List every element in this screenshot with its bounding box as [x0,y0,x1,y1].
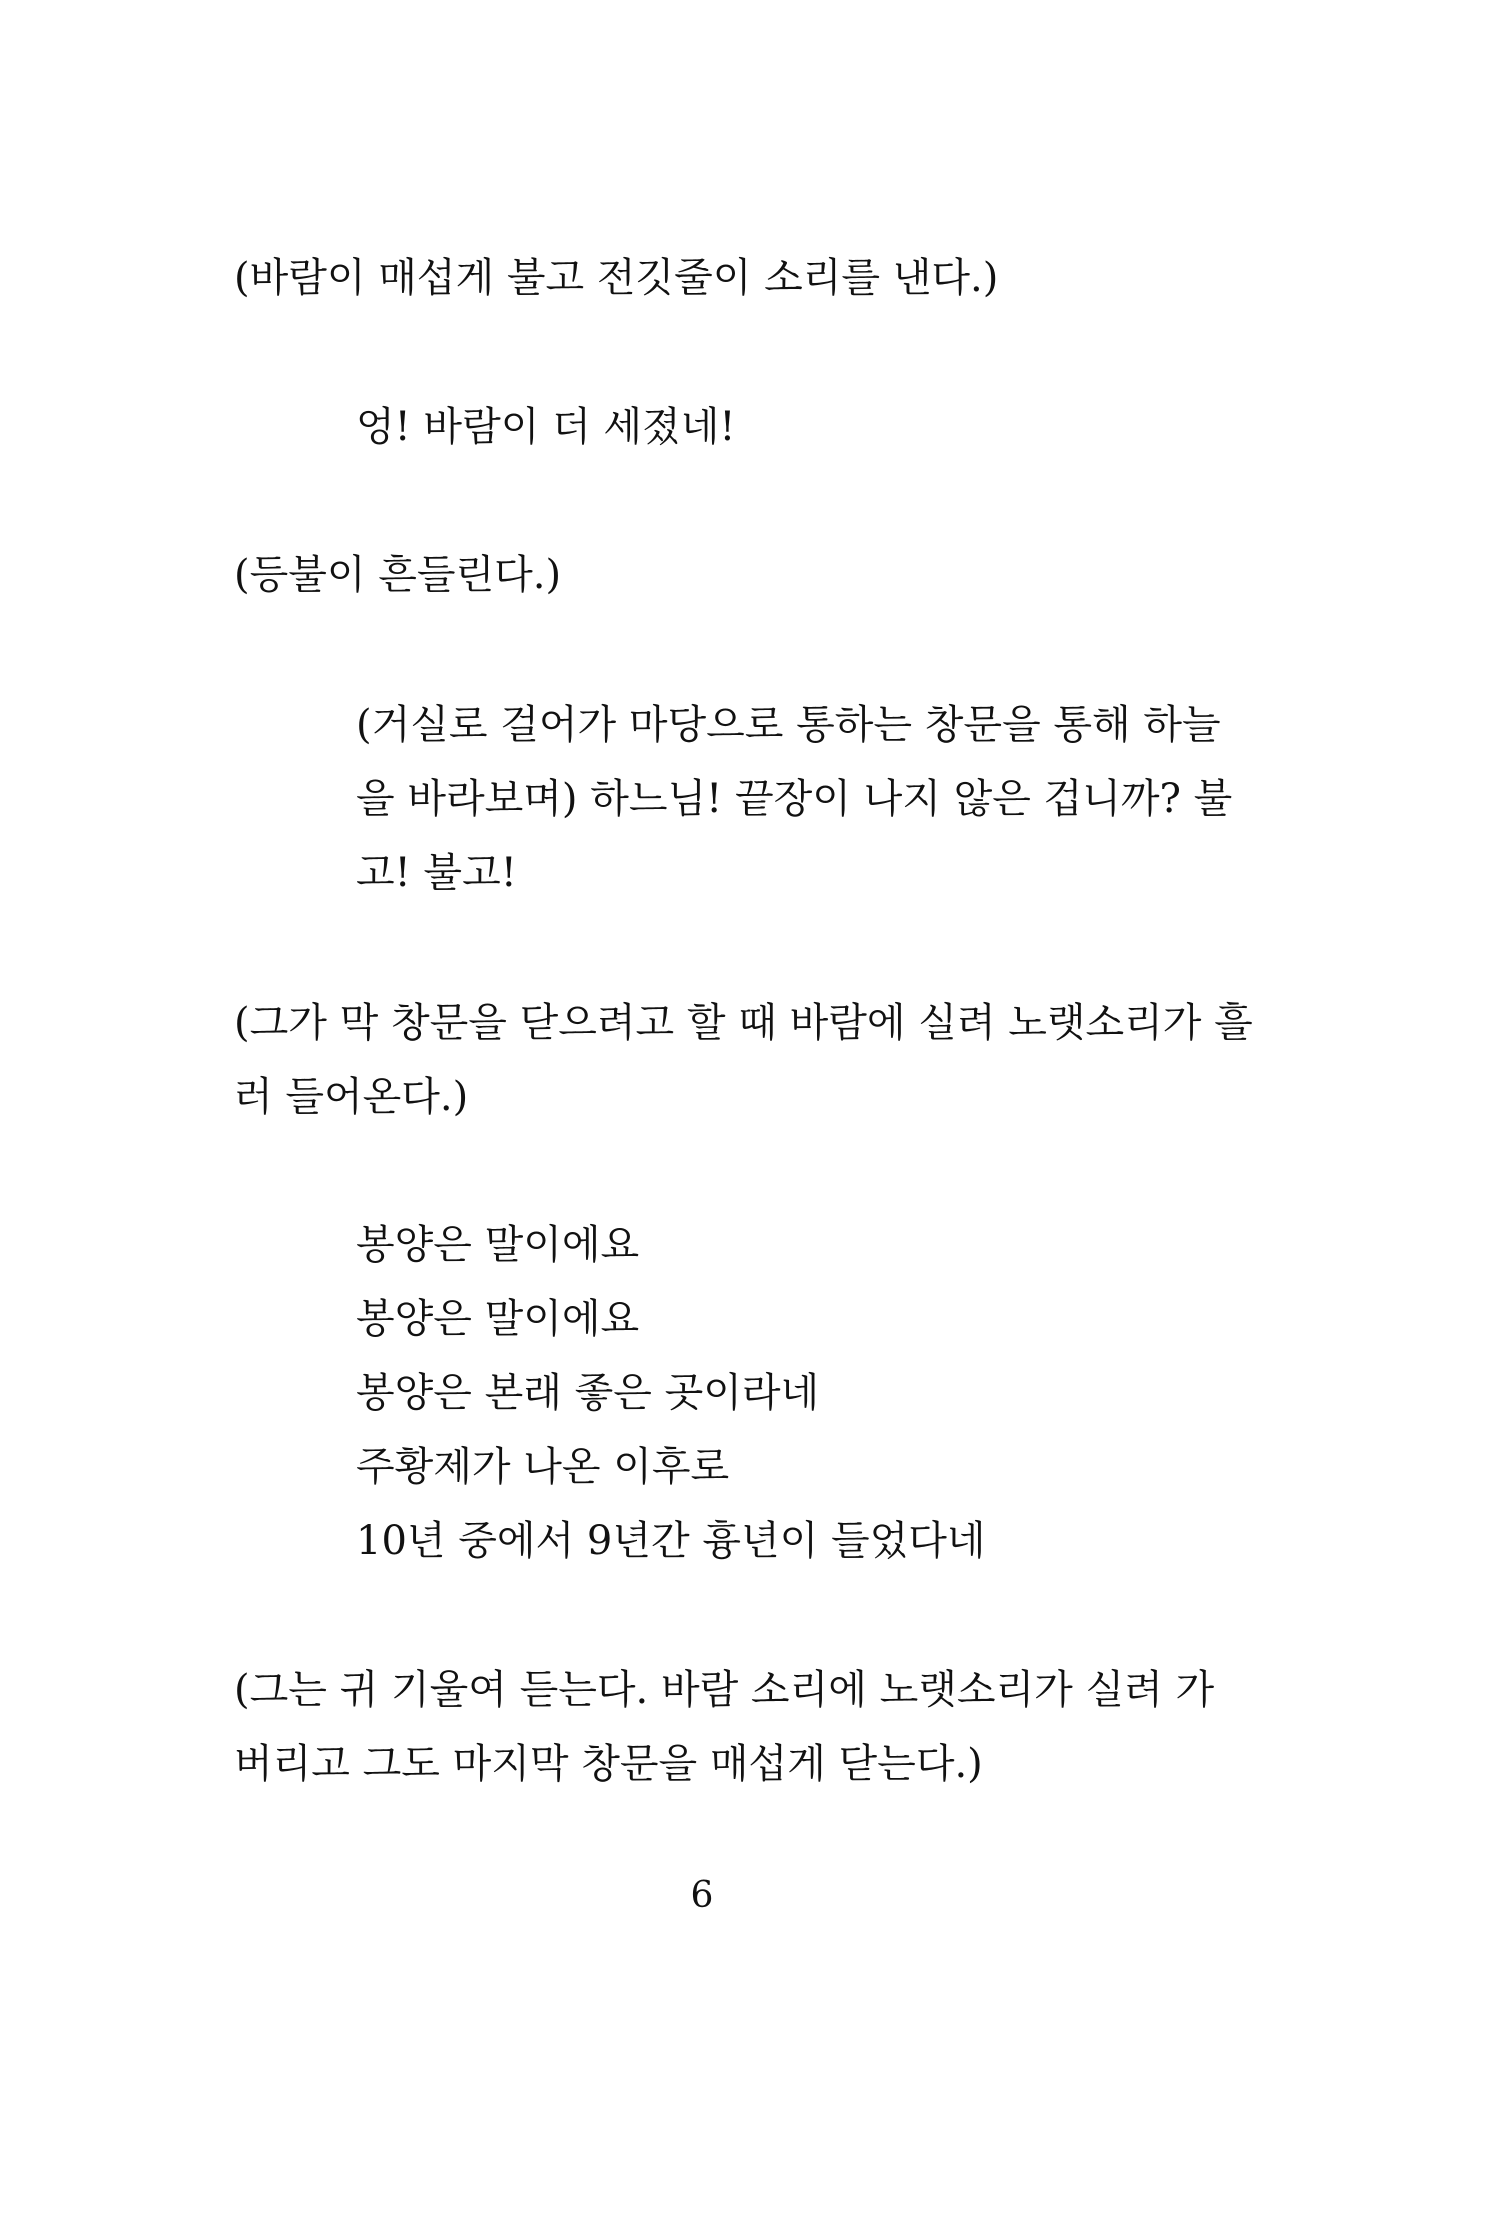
text-line: 러 들어온다.) [234,1074,469,1120]
dialogue-wind-stronger [356,390,735,464]
page-number: 6 [690,1875,714,1916]
stage-direction-wind [234,241,998,315]
lyric-line: 주황제가 나온 이후로 [356,1444,730,1490]
text-line: 고! 불고! [356,850,517,896]
text-line: 버리고 그도 마지막 창문을 매섭게 닫는다.) [234,1741,983,1787]
dialogue-to-heaven [356,688,1232,910]
text-line: 을 바라보며) 하느님! 끝장이 나지 않은 겁니까? 불 [356,776,1233,822]
text-line: (바람이 매섭게 불고 전깃줄이 소리를 낸다.) [234,255,999,301]
text-line: (거실로 걸어가 마당으로 통하는 창문을 통해 하늘 [356,702,1221,748]
lyric-line: 봉양은 말이에요 [356,1296,640,1342]
lyric-line: 봉양은 말이에요 [356,1222,640,1268]
text-line: (등불이 흔들린다.) [234,552,562,598]
text-line: (그는 귀 기울여 듣는다. 바람 소리에 노랫소리가 실려 가 [234,1667,1215,1713]
stage-direction-song-drifts [234,986,1253,1134]
text-line: (그가 막 창문을 닫으려고 할 때 바람에 실려 노랫소리가 흘 [234,1000,1253,1046]
song-lyrics [356,1208,986,1578]
text-line: 엉! 바람이 더 세졌네! [356,404,736,450]
stage-direction-lamp [234,538,561,612]
lyric-line: 봉양은 본래 좋은 곳이라네 [356,1370,820,1416]
lyric-line: 10년 중에서 9년간 흉년이 들었다네 [356,1518,986,1564]
stage-direction-listens [234,1653,1214,1801]
